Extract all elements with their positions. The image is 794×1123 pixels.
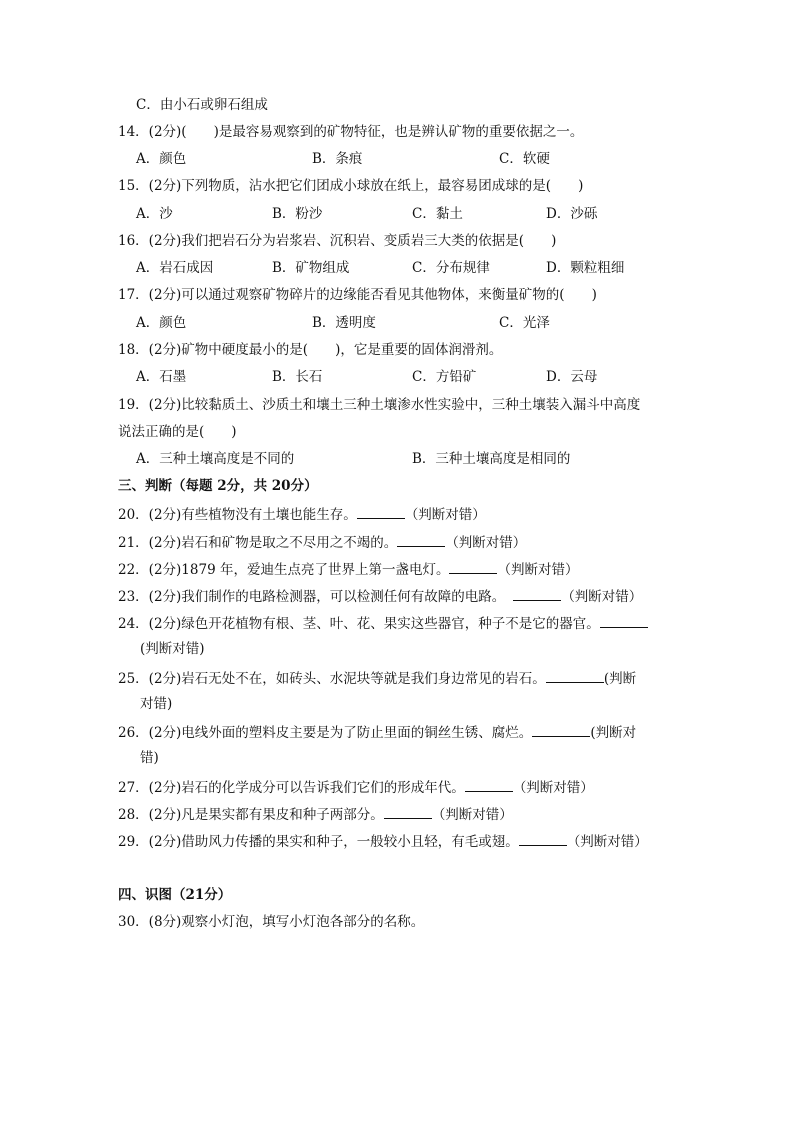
q16-option-d: D．颗粒粗细 <box>546 260 625 276</box>
q13-option-c: C．由小石或卵石组成 <box>136 97 268 113</box>
q17-option-a: A．颜色 <box>136 315 187 331</box>
question-26-line2: 错) <box>140 750 159 766</box>
question-20: 20．(2分)有些植物没有土壤也能生存。 （判断对错） <box>118 504 486 524</box>
question-17: 17．(2分)可以通过观察矿物碎片的边缘能否看见其他物体，来衡量矿物的( ) <box>118 287 597 303</box>
q18-option-c: C．方铅矿 <box>412 369 477 385</box>
question-14: 14．(2分)( )是最容易观察到的矿物特征，也是辨认矿物的重要依据之一。 <box>118 124 584 140</box>
question-28: 28．(2分)凡是果实都有果皮和种子两部分。 （判断对错） <box>118 804 513 824</box>
question-21: 21．(2分)岩石和矿物是取之不尽用之不竭的。 （判断对错） <box>118 532 526 552</box>
answer-blank[interactable] <box>357 504 405 519</box>
answer-blank[interactable] <box>519 831 567 846</box>
question-29: 29．(2分)借助风力传播的果实和种子，一般较小且轻，有毛或翅。 （判断对错） <box>118 831 648 851</box>
question-15: 15．(2分)下列物质，沾水把它们团成小球放在纸上，最容易团成球的是( ) <box>118 178 584 194</box>
q15-option-a: A．沙 <box>136 206 173 222</box>
question-30: 30．(8分)观察小灯泡，填写小灯泡各部分的名称。 <box>118 914 425 930</box>
answer-blank[interactable] <box>600 613 648 628</box>
q14-option-c: C．软硬 <box>499 151 550 167</box>
q19-option-b: B．三种土壤高度是相同的 <box>412 451 571 467</box>
q14-option-b: B．条痕 <box>312 151 363 167</box>
question-24-line1: 24．(2分)绿色开花植物有根、茎、叶、花、果实这些器官，种子不是它的器官。 <box>118 613 648 633</box>
question-26-line1: 26．(2分)电线外面的塑料皮主要是为了防止里面的铜丝生锈、腐烂。 (判断对 <box>118 722 636 742</box>
question-18: 18．(2分)矿物中硬度最小的是( )，它是重要的固体润滑剂。 <box>118 342 503 358</box>
q18-option-a: A．石墨 <box>136 369 187 385</box>
question-16: 16．(2分)我们把岩石分为岩浆岩、沉积岩、变质岩三大类的依据是( ) <box>118 233 557 249</box>
answer-blank[interactable] <box>397 532 445 547</box>
q15-option-b: B．粉沙 <box>272 206 323 222</box>
question-22: 22．(2分)1879 年，爱迪生点亮了世界上第一盏电灯。 （判断对错） <box>118 559 578 579</box>
q18-option-b: B．长石 <box>272 369 323 385</box>
answer-blank[interactable] <box>532 722 590 737</box>
q16-option-c: C．分布规律 <box>412 260 490 276</box>
question-23: 23．(2分)我们制作的电路检测器，可以检测任何有故障的电路。 （判断对错） <box>118 586 642 606</box>
question-27: 27．(2分)岩石的化学成分可以告诉我们它们的形成年代。 （判断对错） <box>118 777 594 797</box>
q16-option-b: B．矿物组成 <box>272 260 350 276</box>
q17-option-c: C．光泽 <box>499 315 550 331</box>
section-4-title: 四、识图（21分） <box>118 887 232 903</box>
answer-blank[interactable] <box>465 777 513 792</box>
question-19-line1: 19．(2分)比较黏质土、沙质土和壤土三种土壤渗水性实验中，三种土壤装入漏斗中高度 <box>118 397 641 413</box>
question-25-line1: 25．(2分)岩石无处不在，如砖头、水泥块等就是我们身边常见的岩石。 (判断 <box>118 668 636 688</box>
answer-blank[interactable] <box>546 668 604 683</box>
answer-blank[interactable] <box>449 559 497 574</box>
q18-option-d: D．云母 <box>546 369 598 385</box>
section-3-title: 三、判断（每题 2分，共 20分） <box>118 478 318 494</box>
q19-option-a: A．三种土壤高度是不同的 <box>136 451 295 467</box>
question-19-line2: 说法正确的是( ) <box>118 424 237 440</box>
q15-option-d: D．沙砾 <box>546 206 598 222</box>
question-25-line2: 对错) <box>140 696 173 712</box>
q16-option-a: A．岩石成因 <box>136 260 214 276</box>
q17-option-b: B．透明度 <box>312 315 376 331</box>
q15-option-c: C．黏土 <box>412 206 463 222</box>
answer-blank[interactable] <box>513 586 561 601</box>
answer-blank[interactable] <box>384 804 432 819</box>
question-24-line2: (判断对错) <box>140 641 205 657</box>
q14-option-a: A．颜色 <box>136 151 187 167</box>
